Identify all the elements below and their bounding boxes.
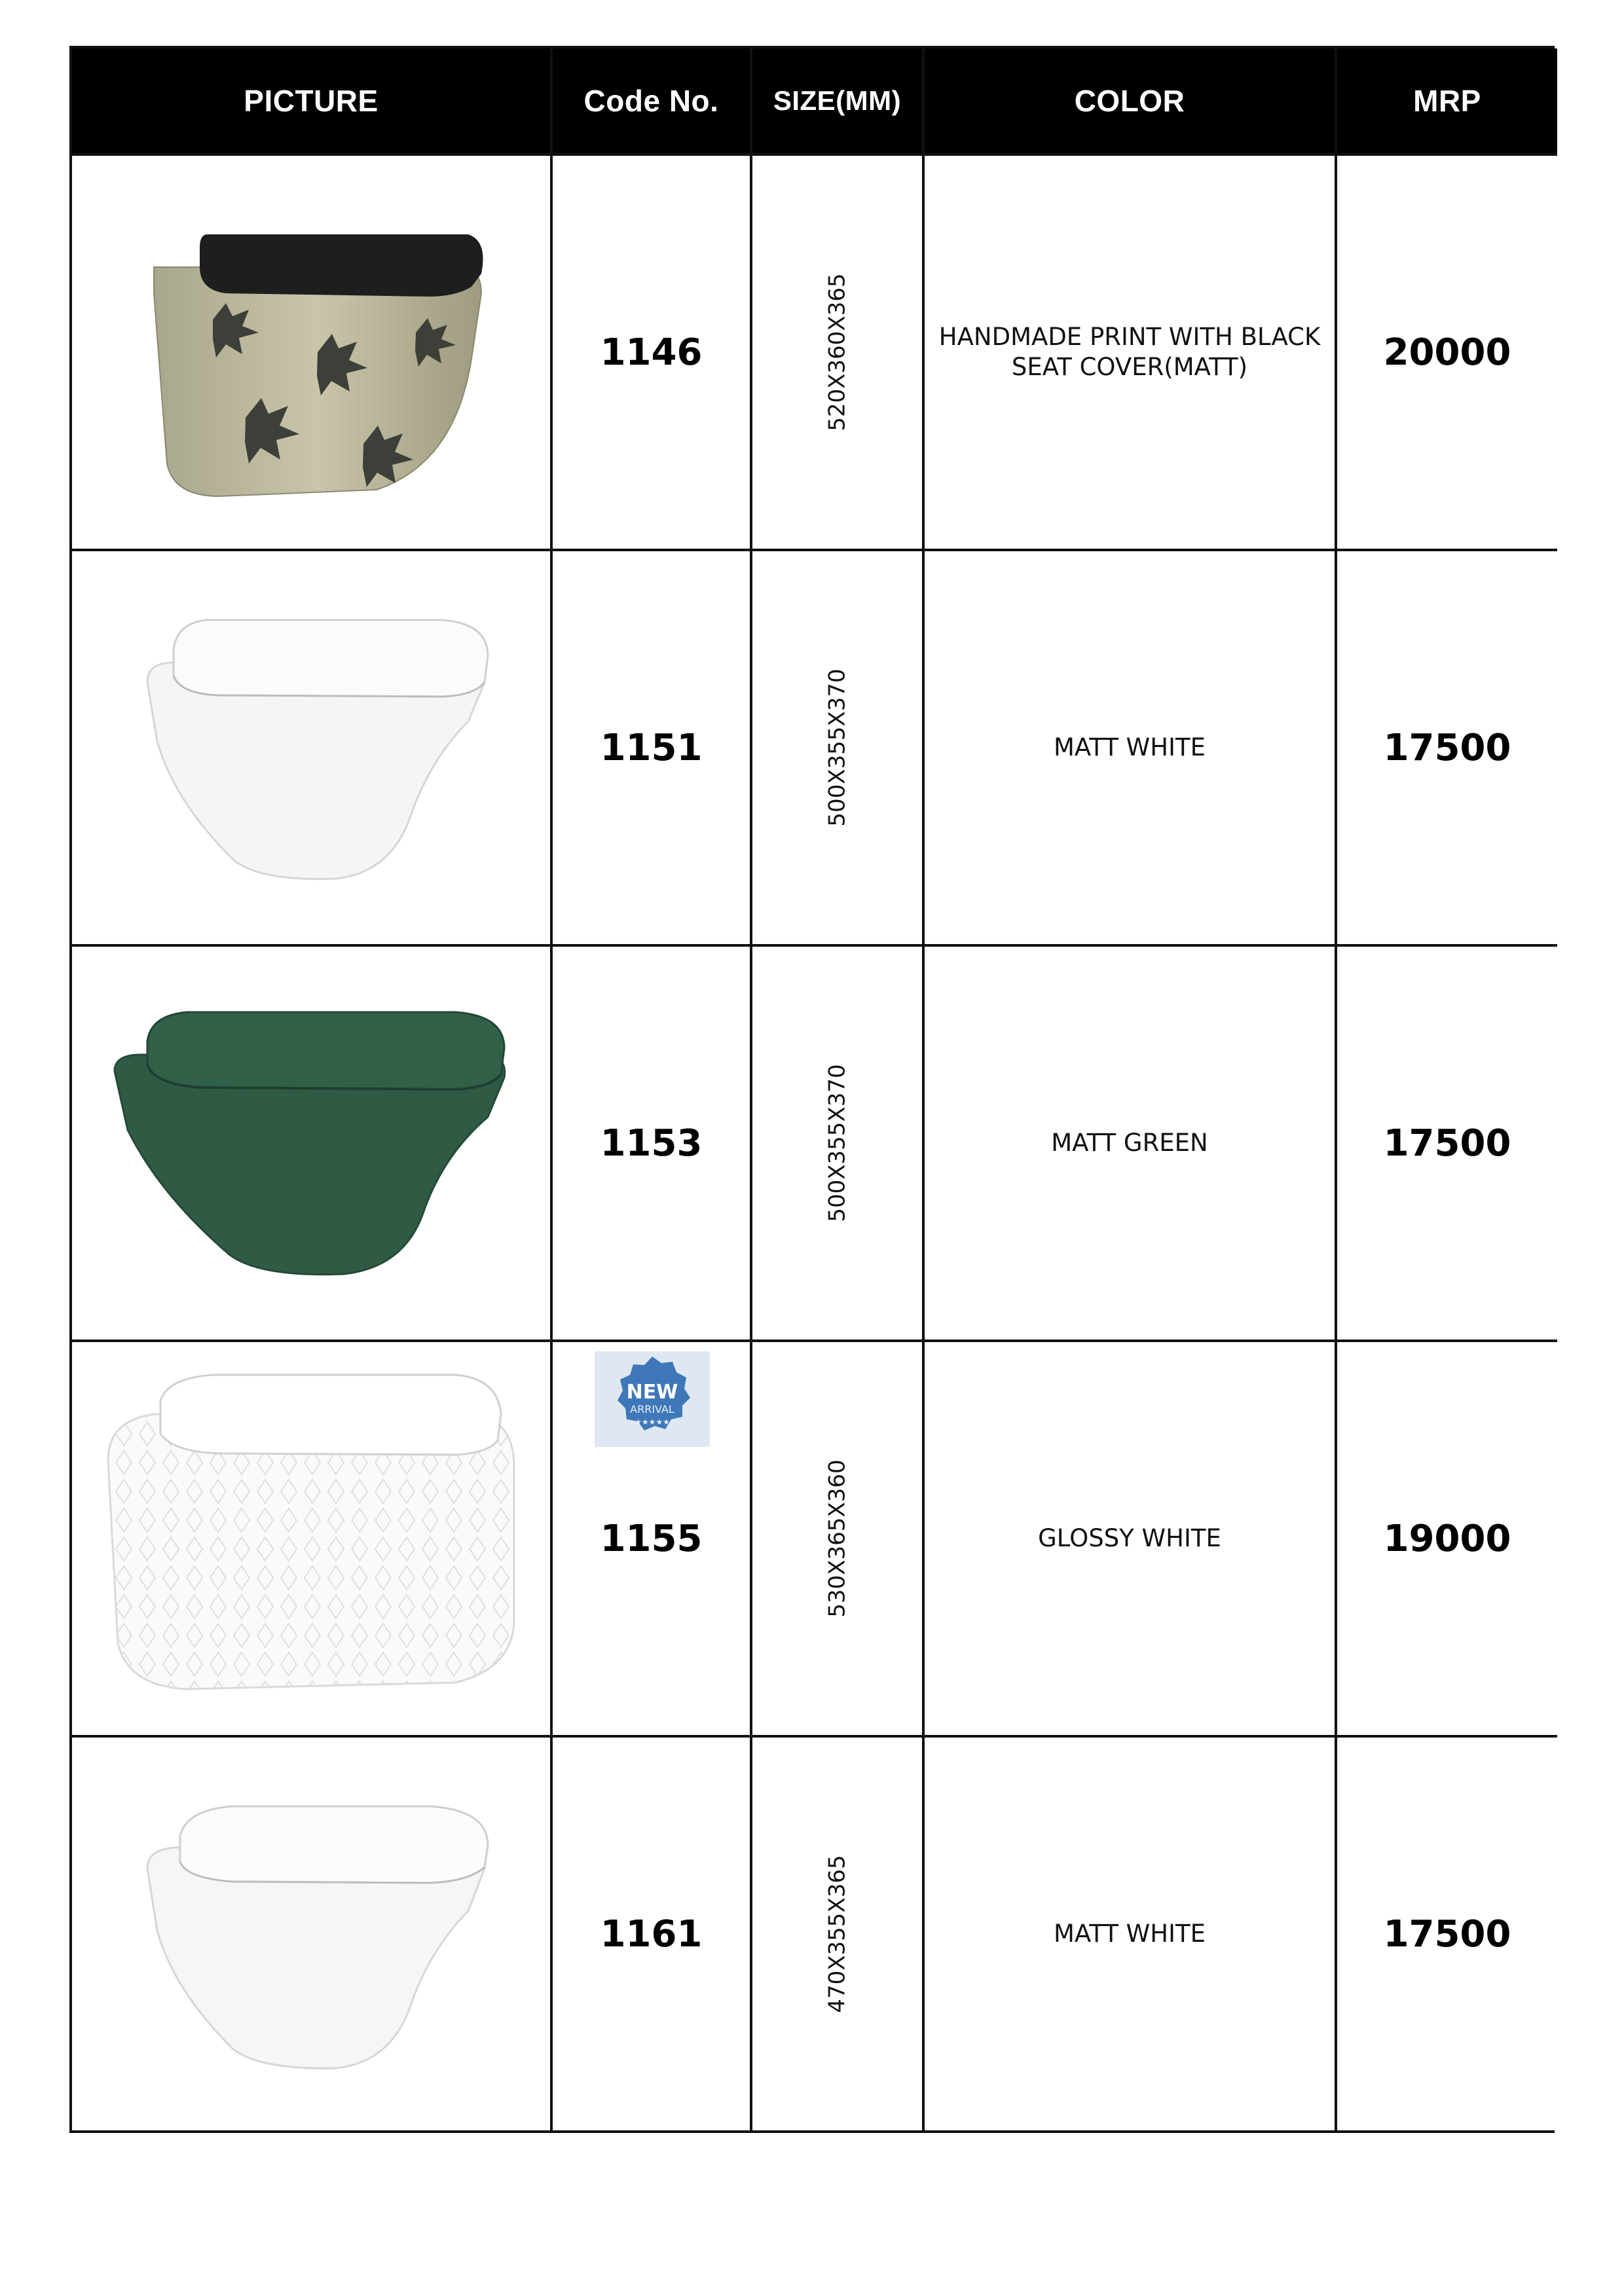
header-picture: PICTURE bbox=[72, 48, 553, 153]
mrp-cell bbox=[1337, 1735, 1557, 2130]
header-code: Code No. bbox=[553, 48, 752, 153]
color-cell bbox=[925, 944, 1337, 1339]
header-size: SIZE(MM) bbox=[752, 48, 925, 153]
size-value: 530X365X360 bbox=[824, 1459, 851, 1618]
code-cell bbox=[553, 1339, 752, 1735]
mrp-value: 17500 bbox=[1383, 1912, 1511, 1956]
badge-line-2: ARRIVAL bbox=[630, 1403, 674, 1415]
badge-line-1: NEW bbox=[626, 1381, 678, 1404]
matt-white-toilet-image bbox=[101, 584, 521, 911]
mrp-value: 20000 bbox=[1383, 331, 1511, 374]
color-cell bbox=[925, 1735, 1337, 2130]
color-value: GLOSSY WHITE bbox=[1038, 1523, 1221, 1552]
size-value: 520X360X365 bbox=[824, 273, 851, 431]
code-cell bbox=[553, 153, 752, 549]
mrp-value: 17500 bbox=[1383, 1121, 1511, 1165]
mrp-cell bbox=[1337, 549, 1557, 944]
new-arrival-badge bbox=[595, 1351, 710, 1447]
code-number: 1151 bbox=[600, 726, 703, 769]
product-image-1151 bbox=[72, 549, 553, 944]
code-number: 1155 bbox=[600, 1517, 703, 1560]
product-image-1161 bbox=[72, 1735, 553, 2130]
code-number: 1153 bbox=[600, 1121, 703, 1165]
color-value: MATT WHITE bbox=[1054, 1919, 1206, 1948]
size-value: 470X355X365 bbox=[824, 1855, 851, 2013]
mrp-value: 19000 bbox=[1383, 1517, 1511, 1560]
size-cell bbox=[752, 1339, 925, 1735]
mrp-value: 17500 bbox=[1383, 726, 1511, 769]
mrp-cell bbox=[1337, 153, 1557, 549]
matt-white-rounded-toilet-image bbox=[101, 1770, 521, 2098]
header-color: COLOR bbox=[925, 48, 1337, 153]
color-value: MATT GREEN bbox=[1051, 1128, 1208, 1157]
svg-text:★★★★★: ★★★★★ bbox=[635, 1417, 670, 1427]
color-value: MATT WHITE bbox=[1054, 733, 1206, 761]
price-table bbox=[69, 46, 1555, 2133]
size-cell bbox=[752, 549, 925, 944]
code-cell bbox=[553, 549, 752, 944]
product-image-1153 bbox=[72, 944, 553, 1339]
size-cell bbox=[752, 153, 925, 549]
code-cell bbox=[553, 1735, 752, 2130]
color-cell bbox=[925, 1339, 1337, 1735]
color-value: HANDMADE PRINT WITH BLACK SEAT COVER(MATT) bbox=[938, 322, 1321, 381]
glossy-white-toilet-image bbox=[88, 1362, 534, 1715]
header-mrp: MRP bbox=[1337, 48, 1557, 153]
new-arrival-badge-icon bbox=[595, 1351, 710, 1447]
code-number: 1161 bbox=[600, 1912, 703, 1956]
product-image-1146 bbox=[72, 153, 553, 549]
size-cell bbox=[752, 1735, 925, 2130]
product-image-1155 bbox=[72, 1339, 553, 1735]
size-value: 500X355X370 bbox=[824, 668, 851, 827]
code-number: 1146 bbox=[600, 331, 703, 374]
handmade-print-toilet-image bbox=[101, 189, 521, 516]
color-cell bbox=[925, 549, 1337, 944]
color-cell bbox=[925, 153, 1337, 549]
size-cell bbox=[752, 944, 925, 1339]
matt-green-toilet-image bbox=[88, 979, 534, 1307]
size-value: 500X355X370 bbox=[824, 1064, 851, 1222]
mrp-cell bbox=[1337, 944, 1557, 1339]
code-cell bbox=[553, 944, 752, 1339]
mrp-cell bbox=[1337, 1339, 1557, 1735]
